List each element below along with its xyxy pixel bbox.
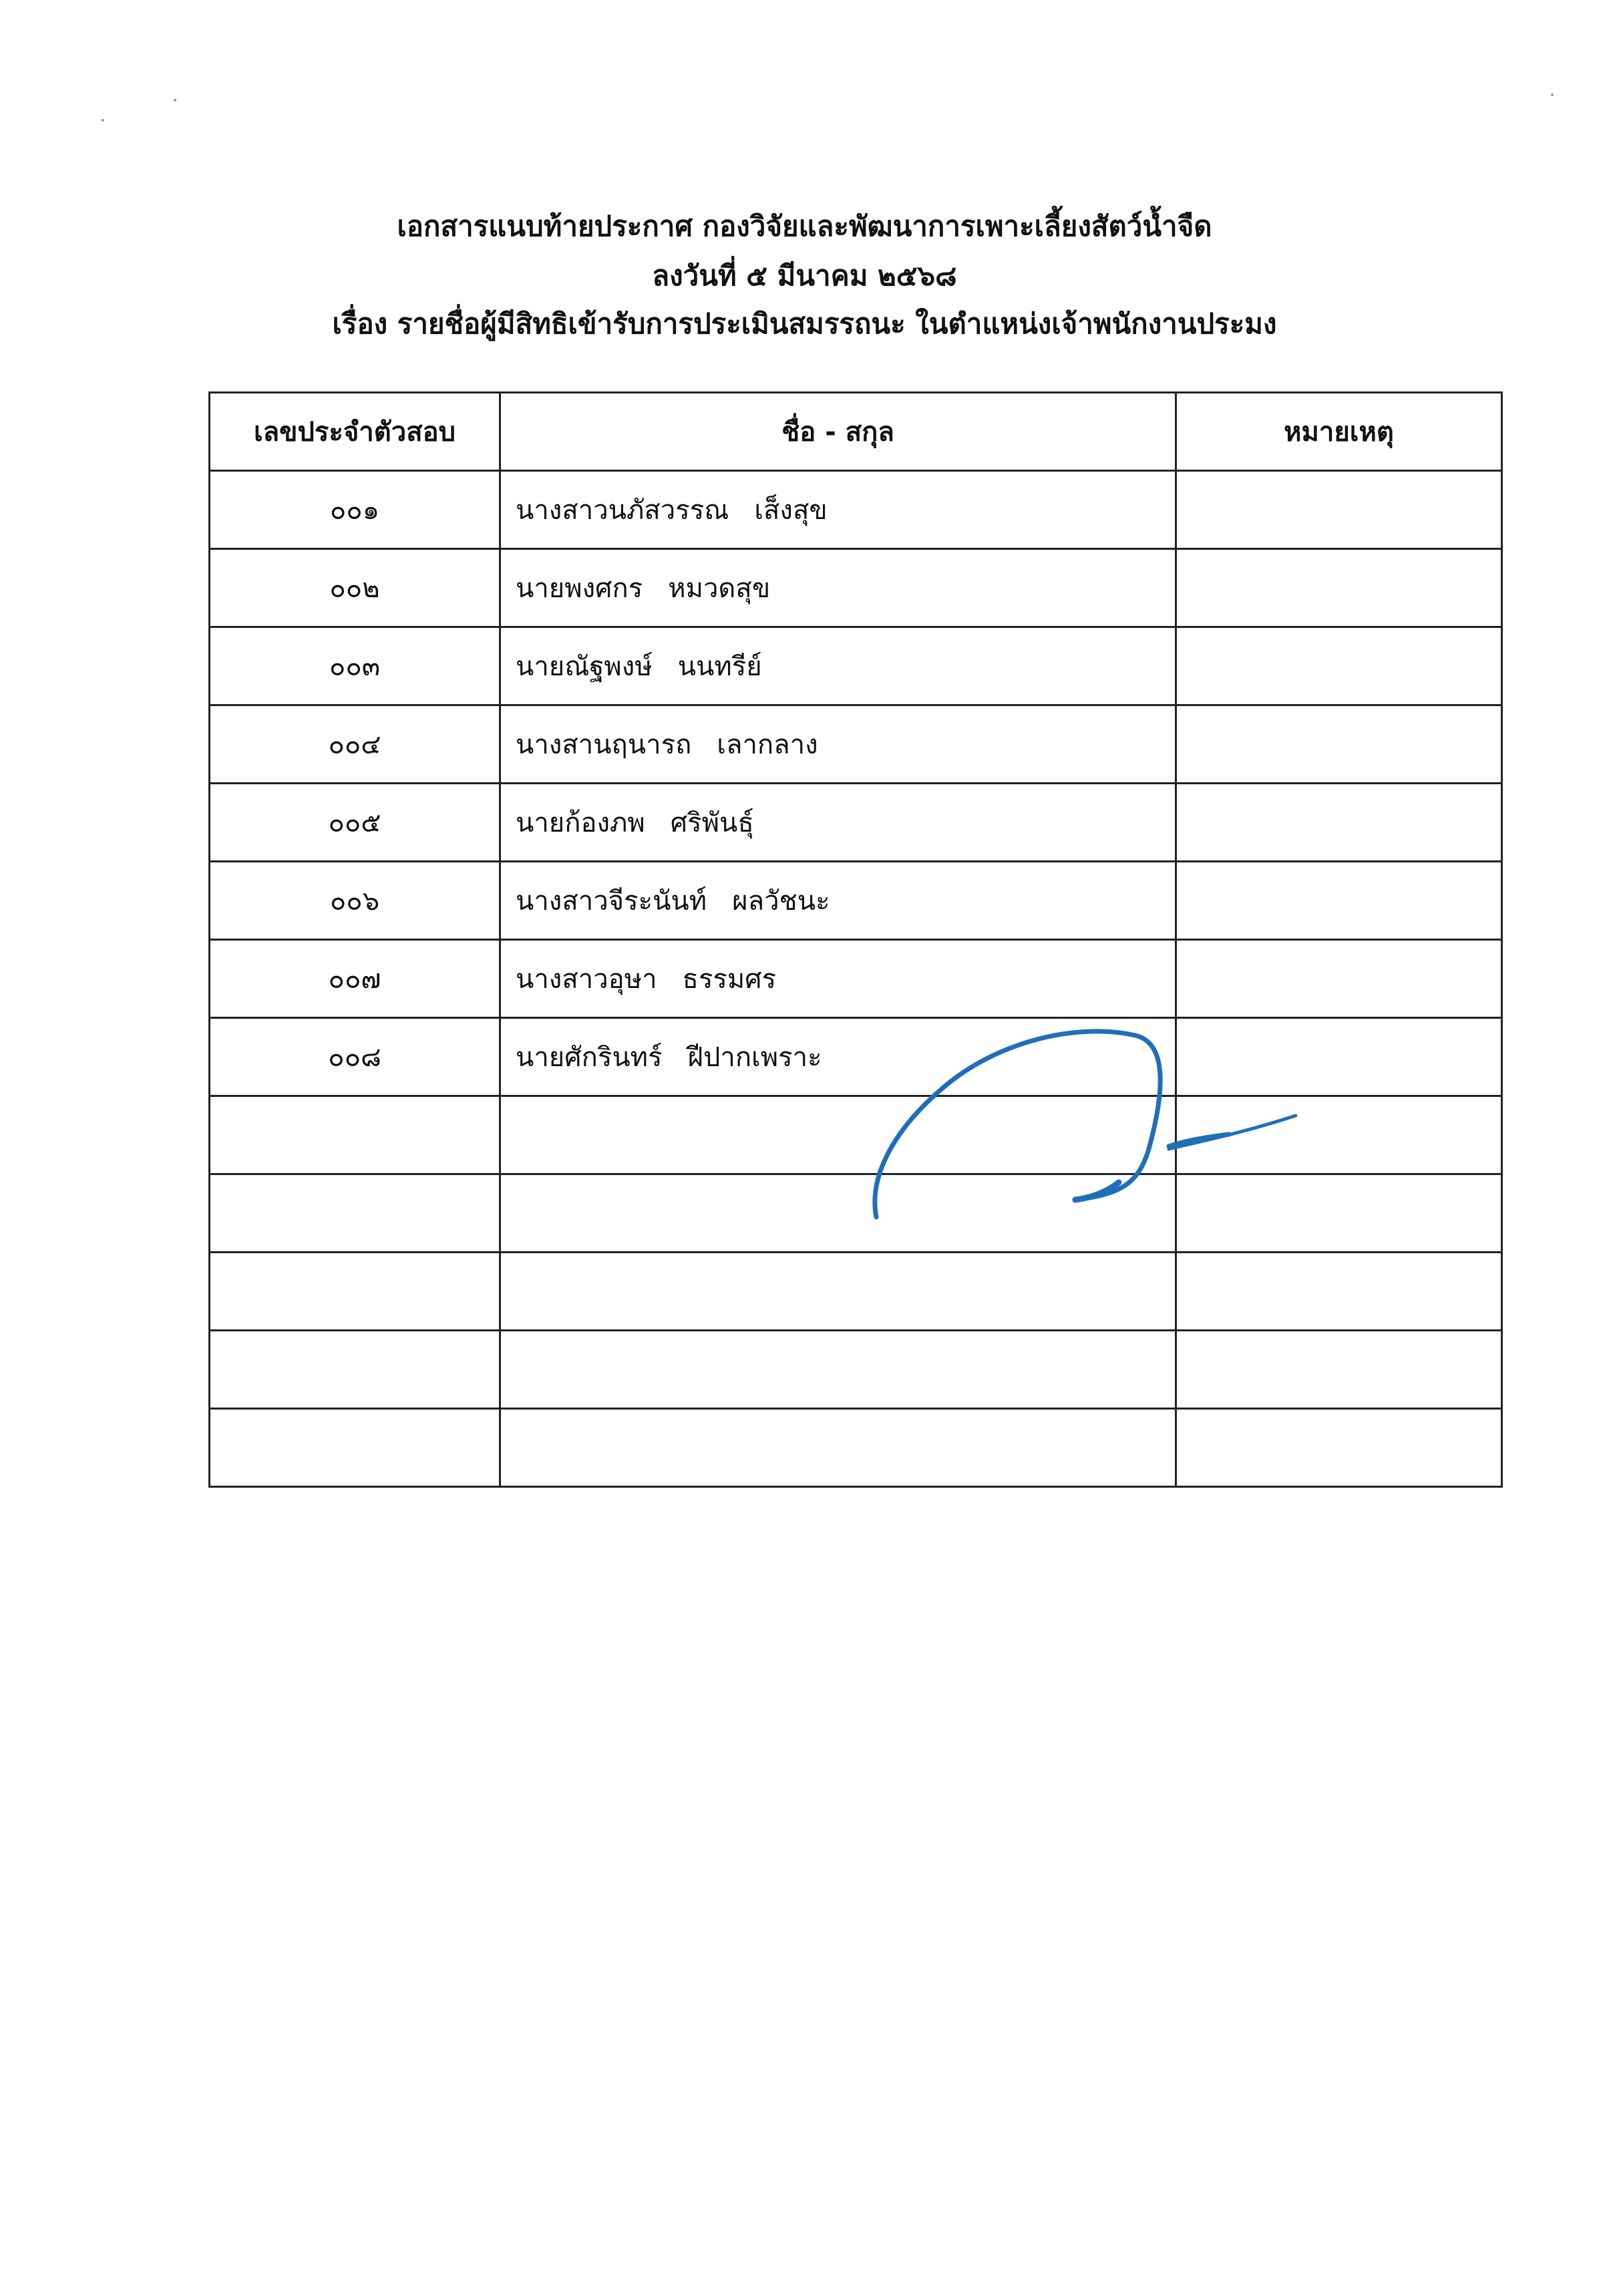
scan-speck [1551,94,1554,96]
candidate-remark [1176,627,1502,705]
candidate-id [210,1174,500,1253]
column-header-name: ชื่อ - สกุล [500,393,1176,471]
candidate-name [500,1409,1176,1487]
signature-loop-stroke [875,1031,1160,1217]
signature-tail-stroke [1169,1116,1296,1149]
candidate-id [210,1409,500,1487]
candidate-id [210,1096,500,1174]
table-row [210,627,1502,705]
candidate-last-name: ศริพันธุ์ [670,808,754,838]
candidate-id: ๐๐๕ [210,784,500,862]
candidate-id: ๐๐๑ [210,471,500,549]
candidate-first-name: นางสาวจีระนันท์ [516,886,707,917]
signature-cross-stroke [1169,1134,1229,1146]
candidate-id: ๐๐๒ [210,549,500,627]
table-row [210,784,1502,862]
candidate-first-name: นางสาวนภัสวรรณ [516,495,729,526]
table-row [210,1331,1502,1409]
candidate-id: ๐๐๓ [210,627,500,705]
candidate-last-name: หมวดสุข [668,573,771,604]
candidate-name [500,1253,1176,1331]
candidate-name [500,471,1176,549]
candidate-remark [1176,1253,1502,1331]
candidate-first-name: นายศักรินทร์ [516,1042,663,1073]
candidate-id: ๐๐๘ [210,1018,500,1096]
table-body [210,471,1502,1487]
table-header-row [210,393,1502,471]
candidate-remark [1176,862,1502,940]
candidate-remark [1176,705,1502,784]
table-row [210,1253,1502,1331]
candidate-first-name: นายณัฐพงษ์ [516,651,653,682]
candidate-first-name: นายก้องภพ [516,808,645,838]
candidate-id [210,1331,500,1409]
candidate-id: ๐๐๗ [210,940,500,1018]
candidate-first-name: นางสานฤนารถ [516,729,692,760]
candidate-name [500,784,1176,862]
document-title: เอกสารแนบท้ายประกาศ กองวิจัยและพัฒนาการเพาะเลี้ยงสัตว์น้ำจืด [397,210,1212,242]
column-header-id: เลขประจำตัวสอบ [210,393,500,471]
candidate-remark [1176,784,1502,862]
candidate-id: ๐๐๔ [210,705,500,784]
table-row [210,549,1502,627]
candidate-name [500,1331,1176,1409]
scan-speck [174,99,176,102]
candidate-name [500,549,1176,627]
table-row [210,862,1502,940]
column-header-remark: หมายเหตุ [1176,393,1502,471]
candidate-first-name: นางสาวอุษา [516,964,657,995]
candidate-id [210,1253,500,1331]
scan-speck [102,119,104,122]
table-row [210,705,1502,784]
candidate-remark [1176,1409,1502,1487]
document-date: ลงวันที่ ๕ มีนาคม ๒๕๖๘ [652,259,957,292]
candidate-name [500,862,1176,940]
candidate-id: ๐๐๖ [210,862,500,940]
table-row [210,1409,1502,1487]
candidate-last-name: ผลวัชนะ [732,886,830,917]
candidate-table [208,391,1503,1488]
table-row [210,940,1502,1018]
candidate-remark [1176,1331,1502,1409]
table-row [210,471,1502,549]
candidate-last-name: ฝีปากเพราะ [687,1042,822,1073]
candidate-name [500,940,1176,1018]
candidate-remark [1176,940,1502,1018]
candidate-first-name: นายพงศกร [516,573,643,604]
candidate-remark [1176,549,1502,627]
document-subject: เรื่อง รายชื่อผู้มีสิทธิเข้ารับการประเมินสมรรถนะ ในตำแหน่งเจ้าพนักงานประมง [332,307,1277,340]
candidate-name [500,627,1176,705]
candidate-last-name: ธรรมศร [682,964,777,995]
candidate-last-name: เส็งสุข [754,495,828,526]
candidate-remark [1176,471,1502,549]
handwritten-signature [855,1015,1322,1236]
candidate-name [500,705,1176,784]
candidate-last-name: นนทรีย์ [677,651,762,682]
candidate-last-name: เลากลาง [717,729,818,760]
